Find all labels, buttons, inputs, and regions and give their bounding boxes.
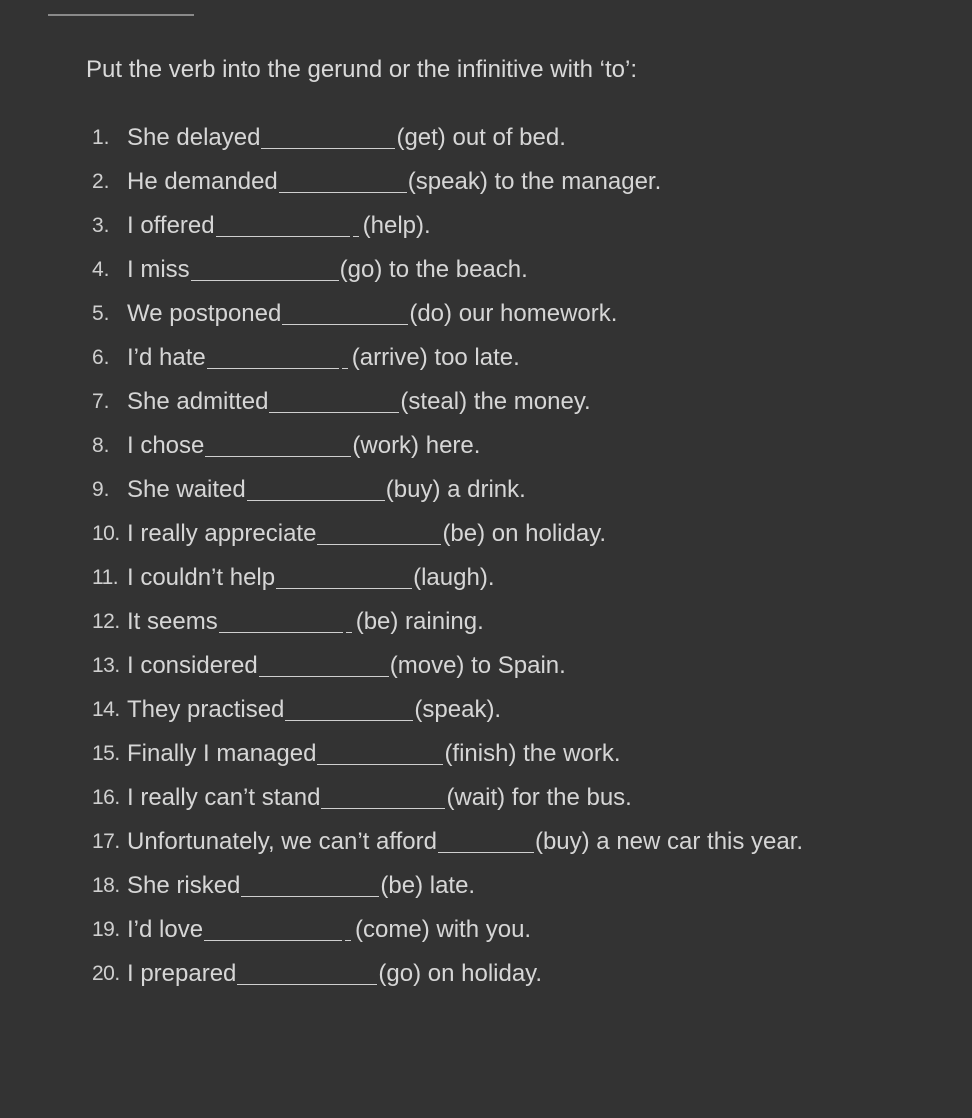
item-cue: (move) to Spain. <box>389 652 566 679</box>
item-cue: (wait) for the bus. <box>446 784 632 811</box>
top-divider <box>48 14 194 16</box>
item-stem: I couldn’t help <box>127 564 276 591</box>
item-number: 3. <box>92 214 110 237</box>
item-stem: I considered <box>127 652 258 679</box>
item-stem: I offered <box>127 212 215 239</box>
item-number: 14. <box>92 698 120 721</box>
item-stem: We postponed <box>127 300 282 327</box>
item-stem: I really can’t stand <box>127 784 321 811</box>
blank-tail-dash <box>345 939 351 941</box>
exercise-item-20 <box>92 952 803 996</box>
blank-tail-dash <box>353 235 359 237</box>
answer-blank[interactable] <box>247 499 385 501</box>
answer-blank[interactable] <box>276 587 412 589</box>
exercise-item-1 <box>92 116 803 160</box>
answer-blank[interactable] <box>261 147 395 149</box>
exercise-list <box>92 116 803 996</box>
item-stem: She risked <box>127 872 241 899</box>
item-stem: She waited <box>127 476 246 503</box>
item-cue: (be) raining. <box>355 608 484 635</box>
item-stem: It seems <box>127 608 218 635</box>
exercise-item-6 <box>92 336 803 380</box>
answer-blank[interactable] <box>204 939 342 941</box>
answer-blank[interactable] <box>279 191 407 193</box>
exercise-item-12 <box>92 600 803 644</box>
item-cue: (arrive) too late. <box>351 344 520 371</box>
exercise-item-4 <box>92 248 803 292</box>
item-stem: She delayed <box>127 124 261 151</box>
exercise-item-19 <box>92 908 803 952</box>
item-cue: (speak). <box>414 696 502 723</box>
item-cue: (do) our homework. <box>409 300 618 327</box>
answer-blank[interactable] <box>438 851 534 853</box>
answer-blank[interactable] <box>317 763 443 765</box>
item-stem: I chose <box>127 432 205 459</box>
item-cue: (buy) a drink. <box>385 476 526 503</box>
item-cue: (laugh). <box>413 564 495 591</box>
answer-blank[interactable] <box>282 323 408 325</box>
item-stem: He demanded <box>127 168 278 195</box>
item-number: 16. <box>92 786 120 809</box>
exercise-item-15 <box>92 732 803 776</box>
answer-blank[interactable] <box>207 367 339 369</box>
item-stem: Finally I managed <box>127 740 317 767</box>
item-number: 17. <box>92 830 120 853</box>
item-stem: I prepared <box>127 960 237 987</box>
exercise-item-9 <box>92 468 803 512</box>
item-number: 2. <box>92 170 110 193</box>
exercise-item-7 <box>92 380 803 424</box>
item-cue: (help). <box>362 212 431 239</box>
exercise-item-3 <box>92 204 803 248</box>
item-number: 6. <box>92 346 110 369</box>
item-cue: (steal) the money. <box>400 388 591 415</box>
item-cue: (finish) the work. <box>444 740 621 767</box>
item-cue: (be) on holiday. <box>442 520 607 547</box>
item-number: 18. <box>92 874 120 897</box>
exercise-item-14 <box>92 688 803 732</box>
exercise-item-17 <box>92 820 803 864</box>
item-number: 1. <box>92 126 110 149</box>
answer-blank[interactable] <box>237 983 377 985</box>
answer-blank[interactable] <box>191 279 339 281</box>
item-cue: (speak) to the manager. <box>407 168 662 195</box>
item-number: 15. <box>92 742 120 765</box>
item-stem: They practised <box>127 696 285 723</box>
blank-tail-dash <box>346 631 352 633</box>
item-stem: She admitted <box>127 388 269 415</box>
item-cue: (be) late. <box>380 872 476 899</box>
item-number: 19. <box>92 918 120 941</box>
item-cue: (go) on holiday. <box>378 960 543 987</box>
item-stem: Unfortunately, we can’t afford <box>127 828 437 855</box>
answer-blank[interactable] <box>216 235 350 237</box>
item-stem: I really appreciate <box>127 520 317 547</box>
item-stem: I miss <box>127 256 190 283</box>
blank-tail-dash <box>342 367 348 369</box>
answer-blank[interactable] <box>219 631 343 633</box>
item-number: 20. <box>92 962 120 985</box>
item-number: 4. <box>92 258 110 281</box>
item-cue: (get) out of bed. <box>396 124 566 151</box>
exercise-item-18 <box>92 864 803 908</box>
item-number: 10. <box>92 522 120 545</box>
exercise-item-10 <box>92 512 803 556</box>
answer-blank[interactable] <box>317 543 441 545</box>
item-cue: (go) to the beach. <box>339 256 528 283</box>
item-stem: I’d love <box>127 916 204 943</box>
exercise-item-8 <box>92 424 803 468</box>
item-cue: (work) here. <box>352 432 481 459</box>
item-number: 13. <box>92 654 120 677</box>
item-number: 11. <box>92 566 119 589</box>
exercise-item-2 <box>92 160 803 204</box>
item-number: 9. <box>92 478 110 501</box>
answer-blank[interactable] <box>269 411 399 413</box>
answer-blank[interactable] <box>205 455 351 457</box>
exercise-item-16 <box>92 776 803 820</box>
answer-blank[interactable] <box>321 807 445 809</box>
item-cue: (buy) a new car this year. <box>534 828 804 855</box>
item-number: 8. <box>92 434 110 457</box>
exercise-item-13 <box>92 644 803 688</box>
item-number: 12. <box>92 610 120 633</box>
item-cue: (come) with you. <box>355 916 532 943</box>
answer-blank[interactable] <box>285 719 413 721</box>
exercise-item-11 <box>92 556 803 600</box>
answer-blank[interactable] <box>241 895 379 897</box>
answer-blank[interactable] <box>259 675 389 677</box>
item-stem: I’d hate <box>127 344 206 371</box>
exercise-item-5 <box>92 292 803 336</box>
item-number: 7. <box>92 390 110 413</box>
item-number: 5. <box>92 302 110 325</box>
instruction-text: Put the verb into the gerund or the infinitive with ‘to’: <box>86 56 637 83</box>
